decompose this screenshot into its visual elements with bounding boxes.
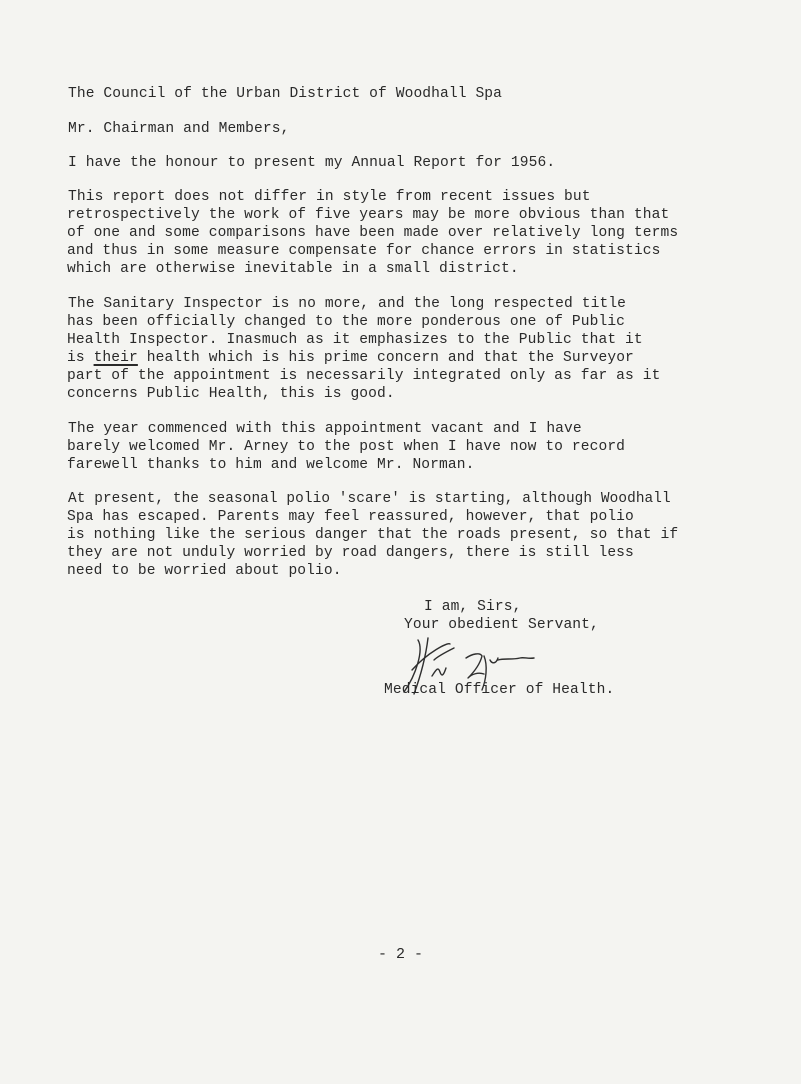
council-heading: The Council of the Urban District of Woodhall Spa <box>68 86 503 102</box>
signature-stroke <box>466 654 484 678</box>
paragraph-line: part of the appointment is necessarily integrated only as far as it <box>67 368 661 384</box>
salutation: Mr. Chairman and Members, <box>68 121 290 137</box>
paragraph-line: of one and some comparisons have been made over relatively long terms <box>67 225 679 241</box>
signatory-title: Medical Officer of Health. <box>384 682 615 698</box>
paragraph-line: At present, the seasonal polio 'scare' is starting, although Woodhall <box>68 491 671 507</box>
paragraph-line-with-emphasis <box>67 350 634 366</box>
signature-stroke <box>490 658 498 663</box>
paragraph-text: health which is his prime concern and that the Surveyor <box>137 350 634 366</box>
signature-stroke <box>412 644 450 670</box>
paragraph-line: which are otherwise inevitable in a small district. <box>67 261 519 277</box>
closing-line: I am, Sirs, <box>424 599 522 615</box>
intro-sentence: I have the honour to present my Annual Report for 1956. <box>68 155 556 171</box>
paragraph-line: This report does not differ in style from recent issues but <box>68 189 591 205</box>
paragraph-line: The year commenced with this appointment vacant and I have <box>68 421 582 437</box>
underlined-word: their <box>93 350 138 366</box>
paragraph-text: is <box>67 350 94 366</box>
paragraph-line: and thus in some measure compensate for chance errors in statistics <box>67 243 661 259</box>
paragraph-line: has been officially changed to the more ponderous one of Public <box>67 314 626 330</box>
paragraph-line: need to be worried about polio. <box>67 563 342 579</box>
paragraph-line: The Sanitary Inspector is no more, and the long respected title <box>68 296 627 312</box>
paragraph-line: Health Inspector. Inasmuch as it emphasizes to the Public that it <box>67 332 643 348</box>
signature-stroke <box>432 668 446 676</box>
paragraph-line: retrospectively the work of five years may be more obvious than that <box>67 207 670 223</box>
closing-servant: Your obedient Servant, <box>404 617 599 633</box>
paragraph-line: farewell thanks to him and welcome Mr. Norman. <box>67 457 475 473</box>
page-number: - 2 - <box>377 946 423 963</box>
paragraph-line: is nothing like the serious danger that the roads present, so that if <box>67 527 679 543</box>
paragraph-line: barely welcomed Mr. Arney to the post when I have now to record <box>67 439 626 455</box>
paragraph-line: concerns Public Health, this is good. <box>67 386 395 402</box>
paragraph-line: they are not unduly worried by road dangers, there is still less <box>67 545 634 561</box>
signature-stroke <box>498 658 534 660</box>
paragraph-line: Spa has escaped. Parents may feel reassured, however, that polio <box>67 509 634 525</box>
